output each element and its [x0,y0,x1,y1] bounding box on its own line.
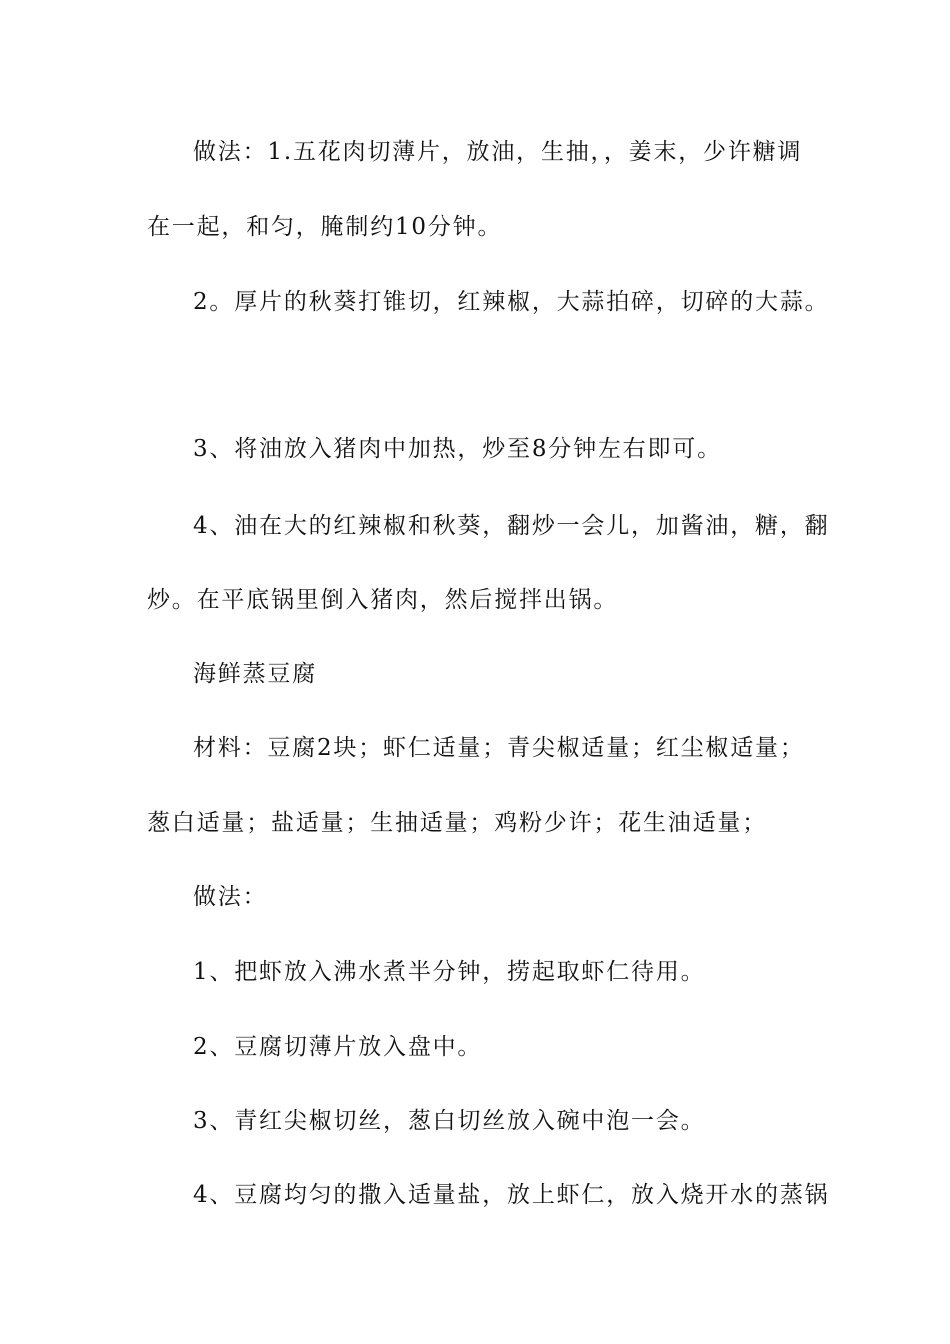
text-line: 做法： [193,884,268,910]
text-line: 2。厚片的秋葵打锥切，红辣椒，大蒜拍碎，切碎的大蒜。 [193,289,830,315]
text-line: 4、油在大的红辣椒和秋葵，翻炒一会儿，加酱油，糖，翻 [193,513,830,539]
text-line: 4、豆腐均匀的撒入适量盐，放上虾仁，放入烧开水的蒸锅 [193,1182,830,1208]
section-heading: 海鲜蒸豆腐 [193,661,317,687]
text-line: 1、把虾放入沸水煮半分钟，捞起取虾仁待用。 [193,959,706,985]
text-line: 3、将油放入猪肉中加热，炒至8分钟左右即可。 [193,436,722,462]
text-line: 葱白适量；盐适量；生抽适量；鸡粉少许；花生油适量； [147,810,767,836]
text-line: 在一起，和匀，腌制约10分钟。 [147,214,503,240]
text-line: 材料：豆腐2块；虾仁适量；青尖椒适量；红尘椒适量； [193,735,805,761]
text-line: 3、青红尖椒切丝，葱白切丝放入碗中泡一会。 [193,1108,706,1134]
text-line: 炒。在平底锅里倒入猪肉，然后搅拌出锅。 [147,587,619,613]
text-line: 做法：1.五花肉切薄片，放油，生抽，，姜末，少许糖调 [193,139,803,165]
text-line: 2、豆腐切薄片放入盘中。 [193,1034,483,1060]
